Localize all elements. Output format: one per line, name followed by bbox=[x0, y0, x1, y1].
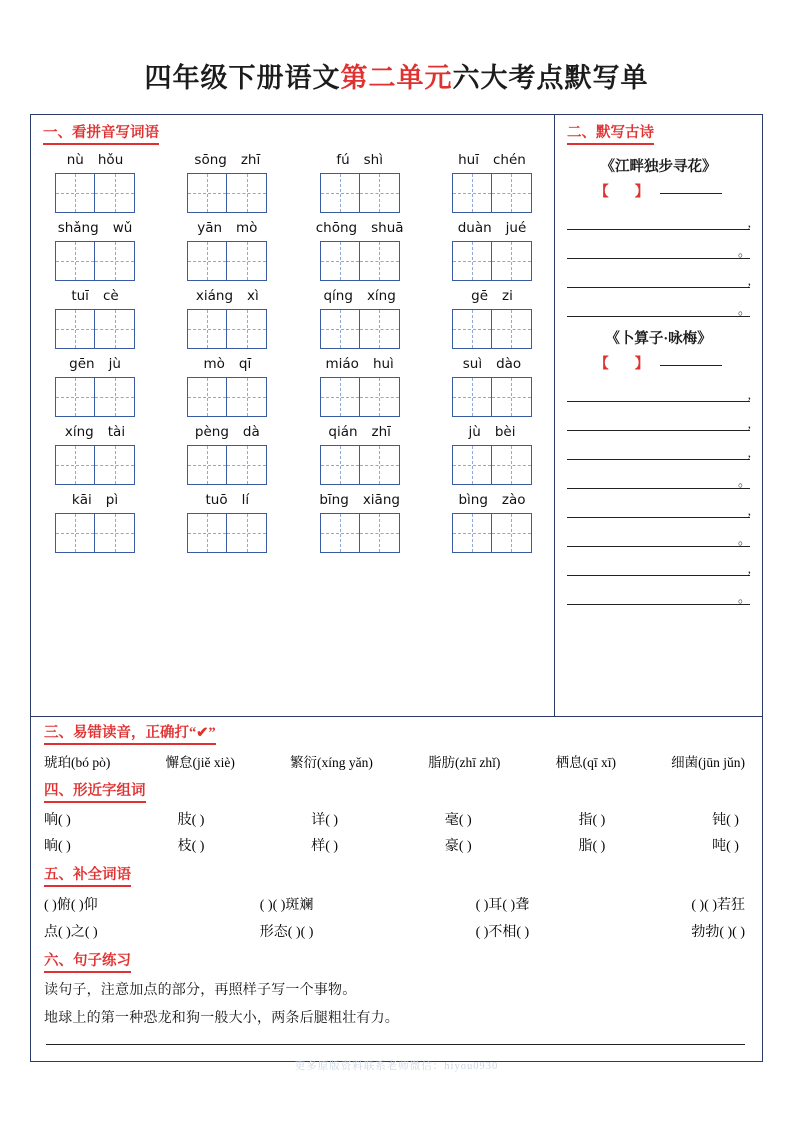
pinyin-syllable: yān bbox=[197, 219, 223, 236]
pinyin-group bbox=[314, 219, 406, 281]
pinyin-syllable: cè bbox=[102, 287, 119, 304]
tianzige-cell[interactable] bbox=[187, 241, 227, 281]
pronunciation-choice-item[interactable]: 懈怠(jiě xiè) bbox=[165, 754, 235, 770]
homophone-item[interactable]: 脂( ) bbox=[578, 838, 606, 854]
homophone-item[interactable]: 详( ) bbox=[311, 812, 339, 828]
pinyin-group bbox=[49, 219, 141, 281]
pinyin-syllable: xiāng bbox=[362, 491, 400, 508]
tianzige-cell[interactable] bbox=[55, 377, 95, 417]
pinyin-row bbox=[43, 219, 544, 281]
poem-write-line[interactable] bbox=[567, 378, 750, 402]
title-suffix: 六大考点默写单 bbox=[452, 63, 649, 93]
section5-row bbox=[44, 894, 749, 914]
tianzige-cell[interactable] bbox=[187, 513, 227, 553]
pinyin-syllable: sōng bbox=[194, 151, 227, 168]
pinyin-syllable: mò bbox=[236, 219, 258, 236]
tianzige-cell[interactable] bbox=[360, 445, 400, 485]
homophone-item[interactable]: 样( ) bbox=[311, 838, 339, 854]
poem-write-line[interactable] bbox=[567, 206, 750, 230]
pinyin-syllable: shuā bbox=[371, 219, 404, 236]
idiom-blank-item[interactable]: ( )俯( )仰 bbox=[44, 897, 98, 913]
pinyin-syllable: lí bbox=[241, 491, 250, 508]
pinyin-syllable: duàn bbox=[457, 219, 492, 236]
poem-title: 《卜算子·咏梅》 bbox=[605, 330, 712, 347]
pinyin-syllable: chén bbox=[493, 151, 526, 168]
tianzige-cell[interactable] bbox=[55, 309, 95, 349]
pinyin-group bbox=[181, 423, 273, 485]
pinyin-group bbox=[49, 287, 141, 349]
idiom-blank-item[interactable]: 点( )之( ) bbox=[44, 924, 98, 940]
tianzige-cell[interactable] bbox=[95, 241, 135, 281]
pinyin-syllable: hǒu bbox=[97, 151, 124, 168]
section1-heading: 一、看拼音写词语 bbox=[43, 126, 159, 145]
page-title bbox=[0, 0, 793, 95]
tianzige-cell[interactable] bbox=[95, 377, 135, 417]
tianzige-cell[interactable] bbox=[227, 445, 267, 485]
pinyin-syllable: nù bbox=[66, 151, 84, 168]
homophone-item[interactable]: 响( ) bbox=[44, 812, 71, 828]
top-frame bbox=[30, 114, 763, 717]
section6-heading: 六、句子练习 bbox=[44, 954, 131, 973]
tianzige-cell[interactable] bbox=[95, 445, 135, 485]
pinyin-syllable: shì bbox=[363, 151, 383, 168]
pinyin-syllable: qī bbox=[238, 355, 252, 372]
section4-row bbox=[44, 835, 749, 855]
poem-write-line[interactable] bbox=[567, 235, 750, 259]
poem-author-row bbox=[567, 353, 750, 373]
pronunciation-choice-item[interactable]: 繁衍(xíng yǎn) bbox=[290, 754, 373, 770]
tianzige-cell[interactable] bbox=[452, 173, 492, 213]
pinyin-syllable: gēn bbox=[69, 355, 95, 372]
tianzige-cell[interactable] bbox=[320, 445, 360, 485]
line-punctuation: 。 bbox=[737, 531, 751, 547]
pinyin-syllable: dào bbox=[496, 355, 522, 372]
homophone-item[interactable]: 毫( ) bbox=[444, 812, 472, 828]
line-punctuation: , bbox=[747, 444, 751, 460]
homophone-item[interactable]: 晌( ) bbox=[44, 838, 71, 854]
line-punctuation: 。 bbox=[737, 301, 751, 317]
pinyin-group bbox=[181, 491, 273, 553]
homophone-item[interactable]: 豪( ) bbox=[444, 838, 472, 854]
pinyin-syllable: tài bbox=[107, 423, 126, 440]
tianzige-cell[interactable] bbox=[55, 241, 95, 281]
poem-author-blank[interactable] bbox=[660, 365, 722, 366]
tianzige-cell[interactable] bbox=[55, 445, 95, 485]
pinyin-syllable: xiáng bbox=[195, 287, 234, 304]
pinyin-syllable: zhī bbox=[371, 423, 391, 440]
check-icon: ✔ bbox=[196, 725, 209, 741]
idiom-blank-item[interactable]: ( )耳( )聋 bbox=[475, 897, 530, 913]
tianzige-cell[interactable] bbox=[492, 377, 532, 417]
pinyin-syllable: jué bbox=[505, 219, 527, 236]
tianzige-cell[interactable] bbox=[360, 513, 400, 553]
tianzige-cell[interactable] bbox=[492, 241, 532, 281]
pinyin-syllable: xì bbox=[247, 287, 259, 304]
pinyin-row bbox=[43, 151, 544, 213]
pinyin-group bbox=[314, 355, 406, 417]
pinyin-syllable: wǔ bbox=[112, 219, 133, 236]
tianzige-cell[interactable] bbox=[227, 377, 267, 417]
tianzige-cell[interactable] bbox=[55, 173, 95, 213]
line-punctuation: , bbox=[747, 386, 751, 402]
idiom-blank-item[interactable]: ( )( )斑斓 bbox=[259, 897, 314, 913]
pinyin-syllable: suì bbox=[462, 355, 483, 372]
pinyin-group bbox=[181, 219, 273, 281]
poem-write-line[interactable] bbox=[567, 465, 750, 489]
pronunciation-choice-item[interactable]: 脂肪(zhī zhǐ) bbox=[428, 754, 501, 770]
section5-row bbox=[44, 921, 749, 941]
pinyin-syllable: pèng bbox=[194, 423, 229, 440]
tianzige-cell[interactable] bbox=[492, 445, 532, 485]
tianzige-cell[interactable] bbox=[360, 173, 400, 213]
pinyin-syllable: tuī bbox=[71, 287, 89, 304]
pinyin-syllable: zhī bbox=[240, 151, 261, 168]
pinyin-syllable: jù bbox=[108, 355, 121, 372]
tianzige-cell[interactable] bbox=[452, 513, 492, 553]
poem-author-blank[interactable] bbox=[660, 193, 722, 194]
lower-frame bbox=[30, 717, 763, 1062]
section-poems bbox=[555, 115, 762, 716]
section4-heading: 四、形近字组词 bbox=[44, 784, 146, 803]
section-pinyin bbox=[31, 115, 555, 716]
pinyin-syllable: bèi bbox=[494, 423, 516, 440]
tianzige-cell[interactable] bbox=[187, 173, 227, 213]
tianzige-cell[interactable] bbox=[320, 309, 360, 349]
pronunciation-choice-item[interactable]: 细菌(jūn jǔn) bbox=[671, 754, 745, 770]
pinyin-group bbox=[49, 151, 141, 213]
pinyin-syllable: qíng bbox=[323, 287, 353, 304]
pinyin-syllable: shǎng bbox=[57, 219, 99, 236]
pinyin-group bbox=[181, 287, 273, 349]
tianzige-cell[interactable] bbox=[320, 377, 360, 417]
pinyin-syllable: kāi bbox=[71, 491, 92, 508]
idiom-blank-item[interactable]: 形态( )( ) bbox=[259, 924, 314, 940]
poem-write-line[interactable] bbox=[567, 523, 750, 547]
section5-heading: 五、补全词语 bbox=[44, 868, 131, 887]
tianzige-cell[interactable] bbox=[360, 377, 400, 417]
section4-row bbox=[44, 809, 749, 829]
pinyin-group bbox=[49, 423, 141, 485]
pinyin-syllable: huī bbox=[458, 151, 479, 168]
line-punctuation: 。 bbox=[737, 473, 751, 489]
poem-write-line[interactable] bbox=[567, 436, 750, 460]
pinyin-syllable: gē bbox=[471, 287, 488, 304]
tianzige-cell[interactable] bbox=[320, 241, 360, 281]
pinyin-syllable: bīng bbox=[319, 491, 349, 508]
line-punctuation: , bbox=[747, 502, 751, 518]
bracket-left: 【 bbox=[594, 184, 610, 200]
tianzige-cell[interactable] bbox=[360, 241, 400, 281]
pinyin-row bbox=[43, 355, 544, 417]
pinyin-syllable: bìng bbox=[458, 491, 488, 508]
tianzige-cell[interactable] bbox=[452, 241, 492, 281]
line-punctuation: , bbox=[747, 272, 751, 288]
homophone-item[interactable]: 吨( ) bbox=[712, 838, 739, 854]
pinyin-syllable: xíng bbox=[64, 423, 94, 440]
line-punctuation: 。 bbox=[737, 589, 751, 605]
pinyin-syllable: dà bbox=[242, 423, 260, 440]
tianzige-cell[interactable] bbox=[227, 309, 267, 349]
tianzige-cell[interactable] bbox=[452, 377, 492, 417]
pinyin-group bbox=[446, 151, 538, 213]
bracket-right: 】 bbox=[634, 356, 650, 372]
tianzige-cell[interactable] bbox=[95, 309, 135, 349]
idiom-blank-item[interactable]: ( )不相( ) bbox=[475, 924, 530, 940]
pinyin-syllable: xíng bbox=[366, 287, 396, 304]
tianzige-cell[interactable] bbox=[492, 173, 532, 213]
pinyin-group bbox=[314, 151, 406, 213]
poem-write-line[interactable] bbox=[567, 494, 750, 518]
homophone-item[interactable]: 枝( ) bbox=[177, 838, 205, 854]
tianzige-cell[interactable] bbox=[95, 513, 135, 553]
pinyin-syllable: miáo bbox=[325, 355, 359, 372]
tianzige-cell[interactable] bbox=[227, 173, 267, 213]
pinyin-group bbox=[49, 491, 141, 553]
homophone-item[interactable]: 肢( ) bbox=[177, 812, 205, 828]
idiom-blank-item[interactable]: 勃勃( )( ) bbox=[691, 924, 745, 940]
tianzige-cell[interactable] bbox=[452, 445, 492, 485]
tianzige-cell[interactable] bbox=[452, 309, 492, 349]
section6-instruction: 读句子，注意加点的部分，再照样子写一个事物。 bbox=[44, 982, 357, 998]
section2-heading: 二、默写古诗 bbox=[567, 126, 654, 145]
pinyin-group bbox=[314, 491, 406, 553]
poem-title: 《江畔独步寻花》 bbox=[600, 158, 717, 175]
poem-author-row bbox=[567, 181, 750, 201]
idiom-blank-item[interactable]: ( )( )若狂 bbox=[691, 897, 745, 913]
pinyin-group bbox=[314, 423, 406, 485]
line-punctuation: 。 bbox=[737, 243, 751, 259]
title-prefix: 四年级下册语文 bbox=[144, 63, 341, 93]
bracket-right: 】 bbox=[634, 184, 650, 200]
tianzige-cell[interactable] bbox=[55, 513, 95, 553]
tianzige-cell[interactable] bbox=[320, 173, 360, 213]
pinyin-syllable: qián bbox=[328, 423, 358, 440]
line-punctuation: , bbox=[747, 214, 751, 230]
pinyin-group bbox=[446, 491, 538, 553]
section3-heading: 三、易错读音，正确打“✔” bbox=[44, 726, 216, 745]
pinyin-syllable: tuō bbox=[205, 491, 228, 508]
pinyin-row bbox=[43, 287, 544, 349]
pinyin-syllable: zi bbox=[502, 287, 513, 304]
answer-write-line[interactable] bbox=[46, 1044, 745, 1045]
poem-write-line[interactable] bbox=[567, 407, 750, 431]
line-punctuation: , bbox=[747, 415, 751, 431]
tianzige-cell[interactable] bbox=[492, 309, 532, 349]
line-punctuation: , bbox=[747, 560, 751, 576]
bracket-left: 【 bbox=[594, 356, 610, 372]
tianzige-cell[interactable] bbox=[187, 309, 227, 349]
section3-words bbox=[44, 751, 749, 771]
tianzige-cell[interactable] bbox=[360, 309, 400, 349]
title-highlight: 第二单元 bbox=[340, 63, 453, 93]
tianzige-cell[interactable] bbox=[227, 241, 267, 281]
tianzige-cell[interactable] bbox=[320, 513, 360, 553]
poem-write-line[interactable] bbox=[567, 264, 750, 288]
pinyin-group bbox=[314, 287, 406, 349]
pinyin-group bbox=[446, 219, 538, 281]
pinyin-syllable: pì bbox=[105, 491, 119, 508]
tianzige-cell[interactable] bbox=[187, 445, 227, 485]
pinyin-group bbox=[181, 355, 273, 417]
pinyin-syllable: jù bbox=[468, 423, 481, 440]
watermark: 更多原版资料联系老师微信：hiyou0930 bbox=[294, 1061, 499, 1072]
section6-example: 地球上的第一种恐龙和狗一般大小，两条后腿粗壮有力。 bbox=[44, 1011, 399, 1027]
homophone-item[interactable]: 指( ) bbox=[578, 812, 606, 828]
poem-write-line[interactable] bbox=[567, 552, 750, 576]
homophone-item[interactable]: 钝( ) bbox=[712, 812, 739, 828]
tianzige-cell[interactable] bbox=[227, 513, 267, 553]
pronunciation-choice-item[interactable]: 琥珀(bó pò) bbox=[44, 754, 111, 770]
pinyin-syllable: mò bbox=[203, 355, 225, 372]
pinyin-syllable: huì bbox=[372, 355, 394, 372]
pronunciation-choice-item[interactable]: 栖息(qī xī) bbox=[555, 754, 616, 770]
pinyin-group bbox=[49, 355, 141, 417]
poem-write-line[interactable] bbox=[567, 293, 750, 317]
pinyin-row bbox=[43, 491, 544, 553]
pinyin-row bbox=[43, 423, 544, 485]
pinyin-syllable: fú bbox=[336, 151, 350, 168]
pinyin-group bbox=[446, 355, 538, 417]
pinyin-syllable: zào bbox=[501, 491, 526, 508]
pinyin-group bbox=[446, 287, 538, 349]
tianzige-cell[interactable] bbox=[95, 173, 135, 213]
poem-write-line[interactable] bbox=[567, 581, 750, 605]
tianzige-cell[interactable] bbox=[187, 377, 227, 417]
pinyin-group bbox=[446, 423, 538, 485]
pinyin-group bbox=[181, 151, 273, 213]
tianzige-cell[interactable] bbox=[492, 513, 532, 553]
pinyin-syllable: chōng bbox=[315, 219, 358, 236]
